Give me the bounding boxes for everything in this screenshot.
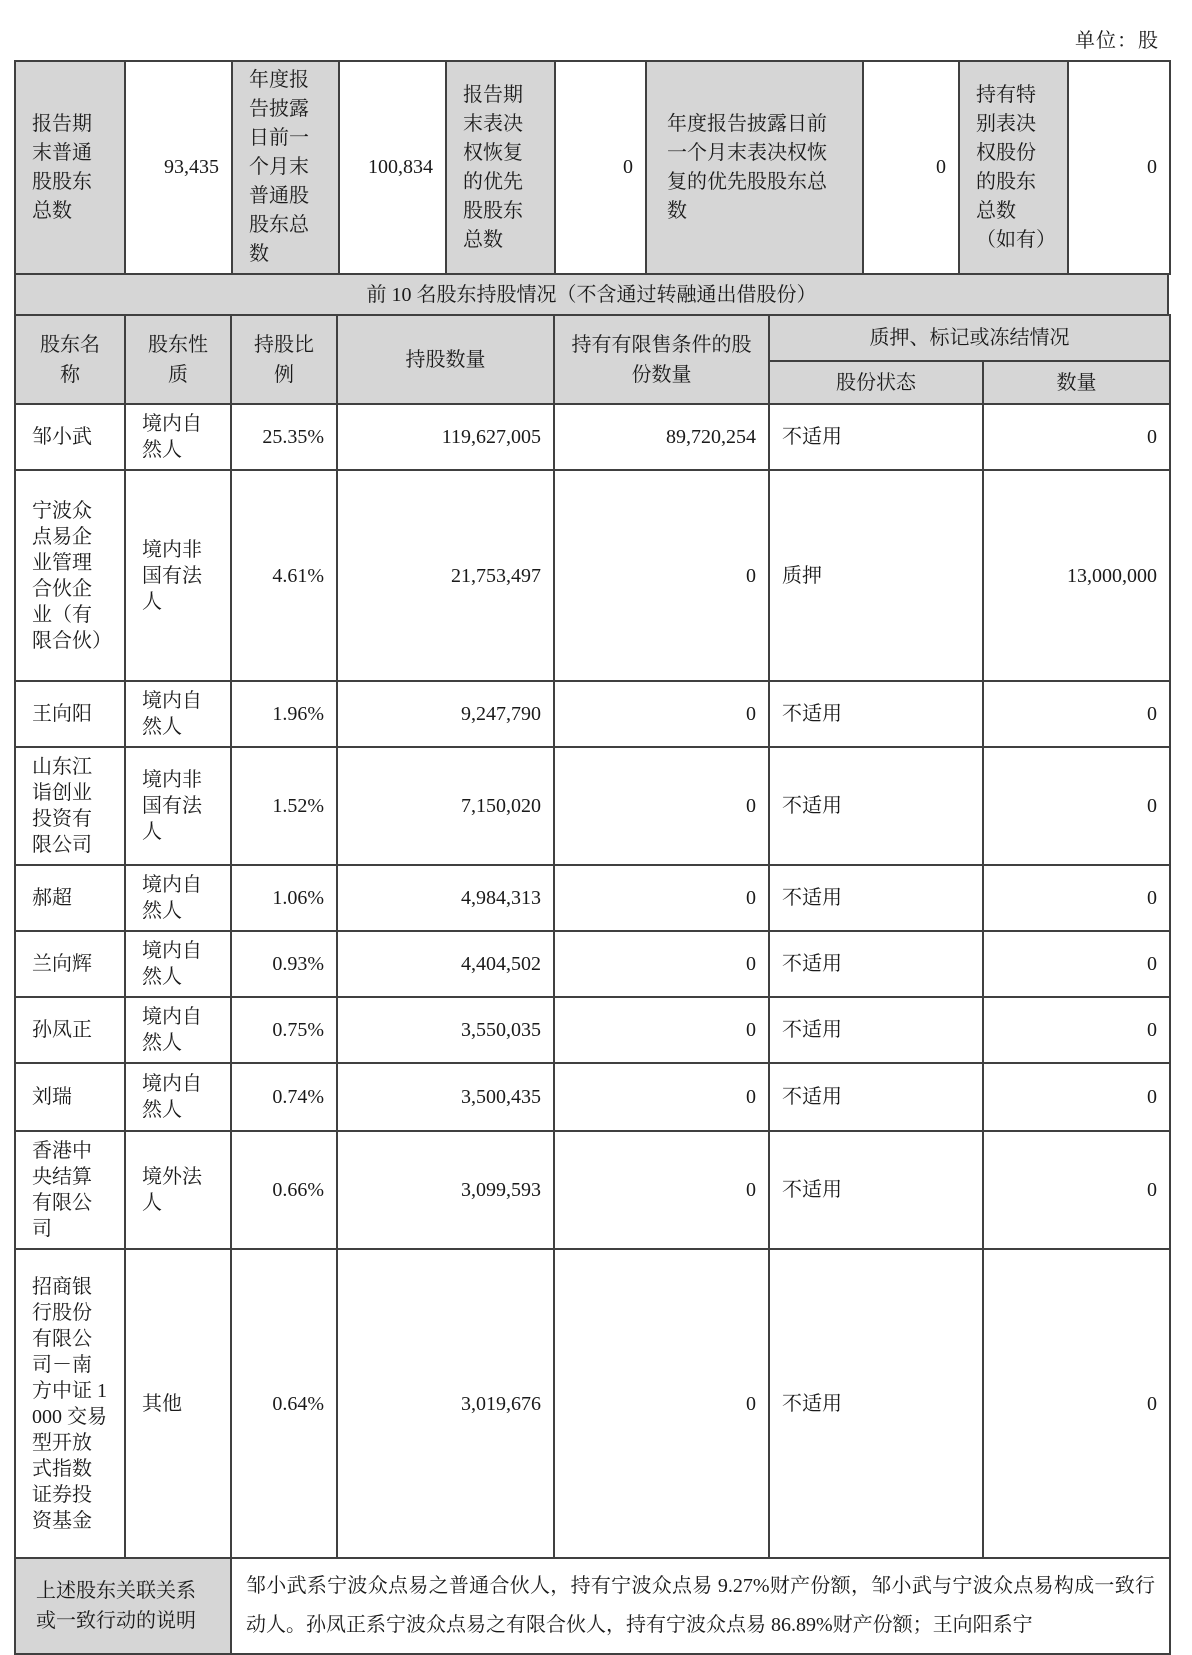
shareholders-footer bbox=[15, 1558, 1170, 1654]
shareholder-qty-cell: 0 bbox=[983, 865, 1170, 931]
table-row bbox=[15, 997, 1170, 1063]
shareholder-restricted-cell: 0 bbox=[554, 1131, 769, 1249]
shareholder-status-cell: 不适用 bbox=[769, 931, 983, 997]
shareholder-status-cell: 不适用 bbox=[769, 747, 983, 865]
shareholder-qty-cell: 13,000,000 bbox=[983, 470, 1170, 681]
col-header-pledge-qty: 数量 bbox=[983, 361, 1170, 404]
summary-table bbox=[14, 60, 1171, 275]
shareholder-name-cell: 孙凤正 bbox=[15, 997, 125, 1063]
col-header-nature: 股东性质 bbox=[125, 315, 231, 404]
footer-text: 邹小武系宁波众点易之普通合伙人，持有宁波众点易 9.27%财产份额，邹小武与宁波众点易构成一致行动人。孙凤正系宁波众点易之有限合伙人，持有宁波众点易 86.89%财产份额；王向阳系宁 bbox=[231, 1558, 1170, 1654]
shareholders-table bbox=[14, 314, 1171, 1655]
table-area bbox=[14, 60, 1169, 1655]
shareholder-qty-cell: 0 bbox=[983, 1249, 1170, 1558]
shareholder-shares-cell: 21,753,497 bbox=[337, 470, 554, 681]
shareholder-nature-cell: 境内自然人 bbox=[125, 681, 231, 747]
shareholder-ratio-cell: 0.66% bbox=[231, 1131, 337, 1249]
col-header-restricted: 持有有限售条件的股份数量 bbox=[554, 315, 769, 404]
table-row bbox=[15, 404, 1170, 470]
summary-value-cell: 0 bbox=[863, 61, 959, 274]
section-title: 前 10 名股东持股情况（不含通过转融通出借股份） bbox=[15, 274, 1168, 315]
summary-label-cell: 持有特别表决权股份的股东总数（如有） bbox=[959, 61, 1068, 274]
col-header-name: 股东名称 bbox=[15, 315, 125, 404]
shareholder-restricted-cell: 0 bbox=[554, 997, 769, 1063]
unit-label: 单位：股 bbox=[1075, 30, 1159, 52]
shareholder-shares-cell: 3,550,035 bbox=[337, 997, 554, 1063]
table-row bbox=[15, 1131, 1170, 1249]
shareholder-nature-cell: 境内自然人 bbox=[125, 931, 231, 997]
col-header-pledge-group: 质押、标记或冻结情况 bbox=[769, 315, 1170, 361]
summary-label-cell: 报告期末普通股股东总数 bbox=[15, 61, 125, 274]
table-row bbox=[15, 681, 1170, 747]
summary-value-cell: 0 bbox=[555, 61, 646, 274]
shareholder-ratio-cell: 0.74% bbox=[231, 1063, 337, 1131]
shareholder-shares-cell: 7,150,020 bbox=[337, 747, 554, 865]
shareholder-status-cell: 不适用 bbox=[769, 404, 983, 470]
shareholder-status-cell: 不适用 bbox=[769, 865, 983, 931]
shareholder-shares-cell: 4,984,313 bbox=[337, 865, 554, 931]
shareholder-ratio-cell: 25.35% bbox=[231, 404, 337, 470]
shareholder-qty-cell: 0 bbox=[983, 404, 1170, 470]
shareholder-name-cell: 兰向辉 bbox=[15, 931, 125, 997]
shareholder-nature-cell: 境内非国有法人 bbox=[125, 747, 231, 865]
shareholder-status-cell: 不适用 bbox=[769, 1063, 983, 1131]
shareholder-name-cell: 郝超 bbox=[15, 865, 125, 931]
shareholder-nature-cell: 境内自然人 bbox=[125, 997, 231, 1063]
shareholder-name-cell: 香港中央结算有限公司 bbox=[15, 1131, 125, 1249]
shareholder-nature-cell: 境内自然人 bbox=[125, 1063, 231, 1131]
table-row bbox=[15, 470, 1170, 681]
shareholder-ratio-cell: 1.96% bbox=[231, 681, 337, 747]
shareholder-rows bbox=[15, 404, 1170, 1558]
footer-label: 上述股东关联关系或一致行动的说明 bbox=[15, 1558, 231, 1654]
table-row bbox=[15, 1249, 1170, 1558]
shareholder-nature-cell: 境内自然人 bbox=[125, 865, 231, 931]
summary-value-cell: 93,435 bbox=[125, 61, 232, 274]
shareholder-restricted-cell: 0 bbox=[554, 1249, 769, 1558]
shareholder-restricted-cell: 89,720,254 bbox=[554, 404, 769, 470]
shareholder-nature-cell: 境内自然人 bbox=[125, 404, 231, 470]
footer-row bbox=[15, 1558, 1170, 1654]
summary-value-cell: 100,834 bbox=[339, 61, 446, 274]
table-row bbox=[15, 865, 1170, 931]
summary-row bbox=[15, 61, 1170, 274]
shareholder-nature-cell: 境外法人 bbox=[125, 1131, 231, 1249]
shareholder-name-cell: 山东江诣创业投资有限公司 bbox=[15, 747, 125, 865]
shareholder-restricted-cell: 0 bbox=[554, 931, 769, 997]
shareholder-ratio-cell: 0.93% bbox=[231, 931, 337, 997]
shareholder-status-cell: 不适用 bbox=[769, 1131, 983, 1249]
shareholder-qty-cell: 0 bbox=[983, 997, 1170, 1063]
shareholder-restricted-cell: 0 bbox=[554, 470, 769, 681]
shareholder-status-cell: 不适用 bbox=[769, 681, 983, 747]
shareholder-ratio-cell: 4.61% bbox=[231, 470, 337, 681]
summary-label-cell: 报告期末表决权恢复的优先股股东总数 bbox=[446, 61, 555, 274]
shareholder-status-cell: 质押 bbox=[769, 470, 983, 681]
shareholder-status-cell: 不适用 bbox=[769, 997, 983, 1063]
shareholders-header bbox=[15, 315, 1170, 404]
shareholder-ratio-cell: 1.52% bbox=[231, 747, 337, 865]
shareholder-ratio-cell: 0.64% bbox=[231, 1249, 337, 1558]
col-header-ratio: 持股比例 bbox=[231, 315, 337, 404]
shareholder-qty-cell: 0 bbox=[983, 931, 1170, 997]
shareholder-name-cell: 刘瑞 bbox=[15, 1063, 125, 1131]
shareholder-shares-cell: 4,404,502 bbox=[337, 931, 554, 997]
shareholder-name-cell: 宁波众点易企业管理合伙企业（有限合伙） bbox=[15, 470, 125, 681]
summary-value-cell: 0 bbox=[1068, 61, 1170, 274]
shareholder-nature-cell: 其他 bbox=[125, 1249, 231, 1558]
header-row-1 bbox=[15, 315, 1170, 361]
shareholder-qty-cell: 0 bbox=[983, 681, 1170, 747]
shareholder-ratio-cell: 0.75% bbox=[231, 997, 337, 1063]
summary-label-cell: 年度报告披露日前一个月末普通股股东总数 bbox=[232, 61, 339, 274]
section-title-row bbox=[15, 274, 1168, 315]
shareholder-status-cell: 不适用 bbox=[769, 1249, 983, 1558]
col-header-shares: 持股数量 bbox=[337, 315, 554, 404]
shareholder-name-cell: 王向阳 bbox=[15, 681, 125, 747]
shareholder-restricted-cell: 0 bbox=[554, 681, 769, 747]
shareholder-shares-cell: 3,099,593 bbox=[337, 1131, 554, 1249]
table-row bbox=[15, 747, 1170, 865]
shareholder-shares-cell: 3,019,676 bbox=[337, 1249, 554, 1558]
shareholder-name-cell: 邹小武 bbox=[15, 404, 125, 470]
shareholder-restricted-cell: 0 bbox=[554, 865, 769, 931]
shareholder-qty-cell: 0 bbox=[983, 1063, 1170, 1131]
shareholder-qty-cell: 0 bbox=[983, 1131, 1170, 1249]
summary-label-cell: 年度报告披露日前一个月末表决权恢复的优先股股东总数 bbox=[646, 61, 863, 274]
table-row bbox=[15, 1063, 1170, 1131]
col-header-pledge-status: 股份状态 bbox=[769, 361, 983, 404]
table-row bbox=[15, 931, 1170, 997]
shareholder-qty-cell: 0 bbox=[983, 747, 1170, 865]
shareholder-nature-cell: 境内非国有法人 bbox=[125, 470, 231, 681]
shareholder-name-cell: 招商银行股份有限公司－南方中证 1000 交易型开放式指数证券投资基金 bbox=[15, 1249, 125, 1558]
shareholder-shares-cell: 9,247,790 bbox=[337, 681, 554, 747]
shareholder-shares-cell: 3,500,435 bbox=[337, 1063, 554, 1131]
shareholder-restricted-cell: 0 bbox=[554, 1063, 769, 1131]
shareholder-ratio-cell: 1.06% bbox=[231, 865, 337, 931]
shareholder-restricted-cell: 0 bbox=[554, 747, 769, 865]
section-title-table bbox=[14, 273, 1169, 316]
shareholder-shares-cell: 119,627,005 bbox=[337, 404, 554, 470]
